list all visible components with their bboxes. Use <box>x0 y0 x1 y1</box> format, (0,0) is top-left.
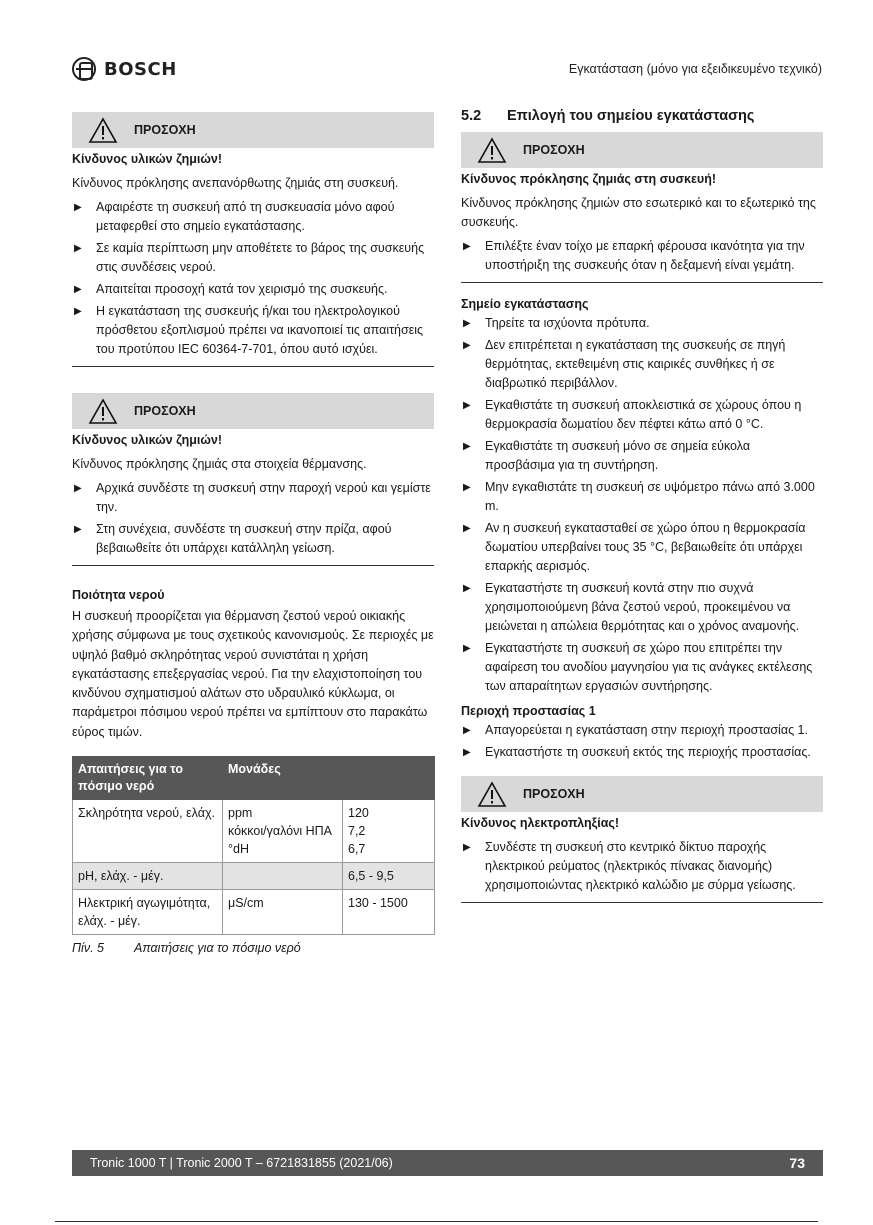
unit-value: ppm <box>228 806 253 821</box>
cell-value: 120 <box>348 806 369 821</box>
list-item: ▶ Εγκαταστήστε τη συσκευή σε χώρο που επιτρέπει την αφαίρεση του ανοδίου μαγνησίου για τις ανάγκες εκτέλεσης των απαραίτητων εργασιών συντήρησης. <box>461 639 823 696</box>
caution-title: ΠΡΟΣΟΧΗ <box>134 123 196 137</box>
footer-text: Tronic 1000 T | Tronic 2000 T – 6721831855 (2021/06) <box>90 1156 393 1170</box>
unit-value: κόκκοι/γαλόνι ΗΠΑ <box>228 824 332 839</box>
right-column <box>461 108 823 903</box>
bottom-rule <box>55 1221 818 1222</box>
caution-list <box>72 479 434 566</box>
table-cell: Σκληρότητα νερού, ελάχ. <box>73 800 223 863</box>
section-title: Επιλογή του σημείου εγκατάστασης <box>507 108 755 124</box>
list-item: ▶ Αφαιρέστε τη συσκευή από τη συσκευασία μόνο αφού μεταφερθεί στο σημείο εγκατάστασης. <box>72 198 434 236</box>
running-head: Εγκατάσταση (μόνο για εξειδικευμένο τεχνικό) <box>568 62 822 76</box>
list-item: ▶ Στη συνέχεια, συνδέστε τη συσκευή στην πρίζα, αφού βεβαιωθείτε ότι υπάρχει κατάλληλη γείωση. <box>72 520 434 558</box>
caution-title: ΠΡΟΣΟΧΗ <box>523 787 585 801</box>
table-cell: 130 - 1500 <box>343 890 435 935</box>
list-item: ▶ Εγκαταστήστε τη συσκευή κοντά στην πιο συχνά χρησιμοποιούμενη βάνα ζεστού νερού, προκειμένου να μειώνεται η απώλεια θερμότητας και ο χρόνος αναμονής. <box>461 579 823 636</box>
install-point-heading: Σημείο εγκατάστασης <box>461 297 589 311</box>
caution-subtitle: Κίνδυνος πρόκλησης ζημιάς στη συσκευή! <box>461 172 716 186</box>
list-item: ▶ Επιλέξτε έναν τοίχο με επαρκή φέρουσα ικανότητα για την υποστήριξη της συσκευής όταν η δεξαμενή είναι γεμάτη. <box>461 237 823 275</box>
caution-header <box>461 132 823 168</box>
list-item: ▶ Απαιτείται προσοχή κατά τον χειρισμό της συσκευής. <box>72 280 434 299</box>
table-cell: Ηλεκτρική αγωγιμότητα, ελάχ. - μέγ. <box>73 890 223 935</box>
table-cell <box>343 800 435 863</box>
table-header: Απαιτήσεις για το πόσιμο νερό <box>73 757 223 800</box>
warning-triangle-icon <box>88 117 118 144</box>
list-item: ▶ Αρχικά συνδέστε τη συσκευή στην παροχή νερού και γεμίστε την. <box>72 479 434 517</box>
caution-header <box>72 393 434 429</box>
brand-name: BOSCH <box>104 58 177 80</box>
caution-box-device <box>461 132 823 283</box>
water-quality-text: Η συσκευή προορίζεται για θέρμανση ζεστού νερού οικιακής χρήσης σύμφωνα με τους σχετικούς κανονισμούς. Σε περιοχές με υψηλό βαθμό σκληρότητας νερού συνιστάται η χρήση εγκατάστασης επεξεργασίας νερού. Για την ελαχιστοποίηση του κινδύνου σχηματισμού αλάτων στο υδραυλικό κύκλωμα, οι παράμετροι πόσιμου νερού πρέπει να εμπίπτουν στο παρακάτω εύρος τιμών. <box>72 609 434 739</box>
caution-box-material-2 <box>72 393 434 566</box>
left-column <box>72 108 434 955</box>
list-item: ▶ Συνδέστε τη συσκευή στο κεντρικό δίκτυο παροχής ηλεκτρικού ρεύματος (ηλεκτρικός πίνακας διανομής) χρησιμοποιώντας ηλεκτρικό καλώδιο με σύρμα γείωσης. <box>461 838 823 895</box>
list-item: ▶ Εγκαθιστάτε τη συσκευή μόνο σε σημεία εύκολα προσβάσιμα για τη συντήρηση. <box>461 437 823 475</box>
table-header: Μονάδες <box>223 757 343 800</box>
caution-text: Κίνδυνος πρόκλησης ζημιάς στα στοιχεία θέρμανσης. <box>72 457 367 471</box>
table-cell <box>223 863 343 890</box>
section-number: 5.2 <box>461 108 482 124</box>
list-item: ▶ Τηρείτε τα ισχύοντα πρότυπα. <box>461 314 823 333</box>
list-item: ▶ Σε καμία περίπτωση μην αποθέτετε το βάρος της συσκευής στις συνδέσεις νερού. <box>72 239 434 277</box>
page-footer <box>72 1150 823 1176</box>
table-header-row <box>73 757 435 800</box>
table-cell: pH, ελάχ. - μέγ. <box>73 863 223 890</box>
table-row <box>73 863 435 890</box>
list-item: ▶ Εγκαταστήστε τη συσκευή εκτός της περιοχής προστασίας. <box>461 743 823 762</box>
list-item: ▶ Απαγορεύεται η εγκατάσταση στην περιοχή προστασίας 1. <box>461 721 823 740</box>
brand <box>72 56 177 82</box>
caution-box-material-1 <box>72 112 434 367</box>
caution-list <box>72 198 434 367</box>
table-cell: 6,5 - 9,5 <box>343 863 435 890</box>
water-quality-heading: Ποιότητα νερού <box>72 588 165 602</box>
caution-subtitle: Κίνδυνος ηλεκτροπληξίας! <box>461 816 620 830</box>
caution-text: Κίνδυνος πρόκλησης ζημιών στο εσωτερικό και το εξωτερικό της συσκευής. <box>461 196 816 229</box>
list-item: ▶ Δεν επιτρέπεται η εγκατάσταση της συσκευής σε πηγή θερμότητας, εκτεθειμένη στις καιρικές συνθήκες ή σε διαβρωτικό περιβάλλον. <box>461 336 823 393</box>
caution-box-electric <box>461 776 823 903</box>
list-item: ▶ Εγκαθιστάτε τη συσκευή αποκλειστικά σε χώρους όπου η θερμοκρασία δωματίου δεν πέφτει κάτω από 0 °C. <box>461 396 823 434</box>
section-heading <box>461 108 823 132</box>
caution-title: ΠΡΟΣΟΧΗ <box>523 143 585 157</box>
table-number: Πίν. 5 <box>72 941 104 956</box>
bosch-logo-icon <box>72 57 96 81</box>
water-requirements-table <box>72 756 435 935</box>
table-header <box>343 757 435 800</box>
table-row <box>73 800 435 863</box>
caution-text: Κίνδυνος πρόκλησης ανεπανόρθωτης ζημιάς στη συσκευή. <box>72 176 399 190</box>
unit-value: °dH <box>228 842 249 857</box>
cell-value: 7,2 <box>348 824 366 839</box>
table-caption-text: Απαιτήσεις για το πόσιμο νερό <box>134 941 301 956</box>
install-point-list <box>461 314 823 696</box>
caution-list <box>461 237 823 283</box>
caution-title: ΠΡΟΣΟΧΗ <box>134 404 196 418</box>
caution-subtitle: Κίνδυνος υλικών ζημιών! <box>72 152 222 166</box>
caution-subtitle: Κίνδυνος υλικών ζημιών! <box>72 433 222 447</box>
table-caption <box>72 941 434 955</box>
protection-zone-list <box>461 721 823 762</box>
protection-zone-heading: Περιοχή προστασίας 1 <box>461 704 596 718</box>
warning-triangle-icon <box>477 137 507 164</box>
warning-triangle-icon <box>477 781 507 808</box>
cell-value: 6,7 <box>348 842 366 857</box>
warning-triangle-icon <box>88 398 118 425</box>
caution-header <box>461 776 823 812</box>
table-cell: μS/cm <box>223 890 343 935</box>
page-number: 73 <box>789 1155 805 1171</box>
table-row <box>73 890 435 935</box>
list-item: ▶ Η εγκατάσταση της συσκευής ή/και του ηλεκτρολογικού πρόσθετου εξοπλισμού πρέπει να ικανοποιεί τις απαιτήσεις του προτύπου IEC 60364-7-701, όπου αυτό ισχύει. <box>72 302 434 359</box>
table-cell <box>223 800 343 863</box>
caution-list <box>461 838 823 903</box>
list-item: ▶ Αν η συσκευή εγκατασταθεί σε χώρο όπου η θερμοκρασία δωματίου υπερβαίνει τους 35 °C, βεβαιωθείτε ότι υπάρχει επαρκής αερισμός. <box>461 519 823 576</box>
list-item: ▶ Μην εγκαθιστάτε τη συσκευή σε υψόμετρο πάνω από 3.000 m. <box>461 478 823 516</box>
caution-header <box>72 112 434 148</box>
